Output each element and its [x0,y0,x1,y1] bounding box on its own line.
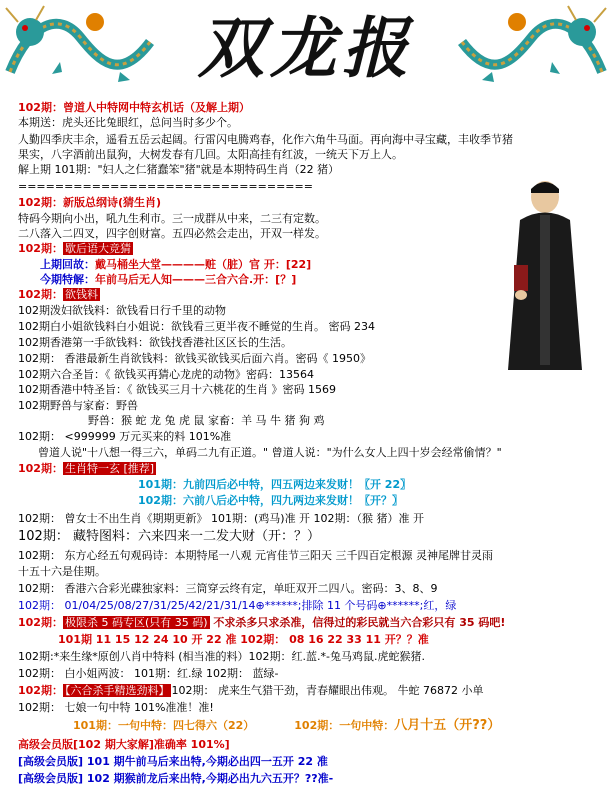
text-line: 特码今期向小出，吼九生利市。三一成群从中来，二三有定数。 [18,212,326,225]
text-line: 高级会员版[102 期大家解]准确率 101%] [18,738,230,751]
text-line: 二八落入二四叉，四字创财富。五四必然会走出，开双一样发。 [18,227,326,240]
text-line: 今期特解：年前马后无人知———三合六合.开：[？] [40,273,297,286]
text-line: 102期香港第一手欲钱料：欲钱找香港社区区长的生活。 [18,336,292,349]
text-line: 102期泼妇欲钱料：欲钱看日行千里的动物 [18,304,226,317]
text-line: 十五十六是佳期。 [18,565,106,578]
header-banner [0,0,612,98]
text-line: 野兽：猴 蛇 龙 兔 虎 鼠 家畜：羊 马 牛 猪 狗 鸡 [88,414,325,427]
section-header: 102期： 极限杀 5 码专区(只有 35 码) 不求杀多只求杀准，信得过的彩民就当六合彩只有 35 码吧! [18,616,506,629]
text-line: 102期： 东方心经五句观码诗：本期特尾一八观 元宵佳节三阳天 三千四百定根源 灵神尾牌甘灵雨 [18,549,493,562]
text-line: 果实，八字酒前出鼠狗，大树发春有几回。太阳高挂有红波，一统天下万上人。 [18,148,403,161]
text-line: 102期:*来生缘*原创八肖中特料 (相当准的料）102期：红.蓝.*-兔马鸡鼠.虎蛇猴猪. [18,650,425,663]
text-line: 102期：六前八后必中特，四九两边来发财！〖开？〗 [138,494,403,507]
text-line: 101期：一句中特：四七得六（22） 102期：一句中特：八月十五（开??） [73,718,501,733]
text-line: 102期香港中特圣旨：《 欲钱买三月十六桃花的生肖 》密码 1569 [18,383,336,396]
text-line: [高级会员版] 102 期猴前龙后来出特,今期必出九六五开？??准- [18,772,334,785]
text-line: 曾道人说"十八想一得三六，单码二九有正道。" 曾道人说："为什么女人上四十岁会经常偷情？" [38,446,502,459]
text-line: 本期送：虎头还比兔眼红，总问当时多少个。 [18,116,238,129]
title-box [172,4,440,92]
section-header: 102期：新版总纲诗(猜生肖) [18,196,162,209]
dragon-left-icon [0,2,170,90]
section-header: 102期：曾道人中特网中特玄机话（及解上期） [18,101,250,114]
text-line: 102期： <999999 万元买来的料 101%准 [18,430,232,443]
text-line: 101期：九前四后必中特，四五两边来发财！〖开 22〗 [138,478,412,491]
text-line: 102期： 01/04/25/08/27/31/25/42/21/31/14⊕******;排除 11 个号码⊕******;红，绿 [18,599,457,612]
page-title: 双龙报 [198,9,414,87]
text-line: 102期： 七娘一句中特 101%准准！准! [18,701,214,714]
text-line: 上期回故：戴马桶坐大堂————赃（脏）官 开：[22] [40,258,312,271]
divider: ================================ [18,180,313,193]
person-figure-icon [500,175,590,375]
text-line: 102期： 【六合杀手精选劲料】 102期： 虎来生气猎干劲，青春耀眼出伟观。 牛蛇 76872 小单 [18,684,484,697]
text-line: 解上期 101期："妇人之仁猪蠢笨"猪"就是本期特码生肖（22 猪） [18,163,340,176]
text-line: 102期白小姐欲钱料白小姐说：欲钱看三更半夜不睡觉的生肖。 密码 234 [18,320,375,333]
text-line: 102期： 香港六合彩光碟独家料：三筒穿云终有定，单旺双开二四八。密码：3、8、9 [18,582,438,595]
text-line: 人勤四季庆丰余，遥看五岳云起阔。行雷闪电腾鸡春，化作六角牛马面。再向海中寻宝藏，丰收季节猪 [18,133,513,146]
text-line: 101期 11 15 12 24 10 开 22 准 102期： 08 16 22 33 11 开？？准 [58,633,429,646]
text-line: 102期野兽与家畜：野兽 [18,399,138,412]
section-header: 102期： 歇后语大竞猜 [18,242,131,255]
section-header: 102期： 欲钱料 [18,288,98,301]
dragon-right-icon [442,2,612,90]
text-line: 102期： 香港最新生肖欲钱料：欲钱买欲钱买后面六肖。密码《 1950》 [18,352,371,365]
text-line: 102期： 藏特图料：六来四来一二发大财（开：？） [18,529,320,544]
text-line: [高级会员版] 101 期牛前马后来出特,今期必出四一五开 22 准 [18,755,328,768]
text-line: 102期： 白小姐两波： 101期：红.绿 102期： 蓝绿- [18,667,279,680]
text-line: 102期： 曾女士不出生肖《期期更新》 101期：(鸡马)准 开 102期：（猴 猪）准 开 [18,512,425,525]
text-line: 102期六合圣旨：《 欲钱买再猜心龙虎的动物》密码：13564 [18,368,314,381]
section-header: 102期： 生肖特一玄 [推荐] [18,462,155,475]
